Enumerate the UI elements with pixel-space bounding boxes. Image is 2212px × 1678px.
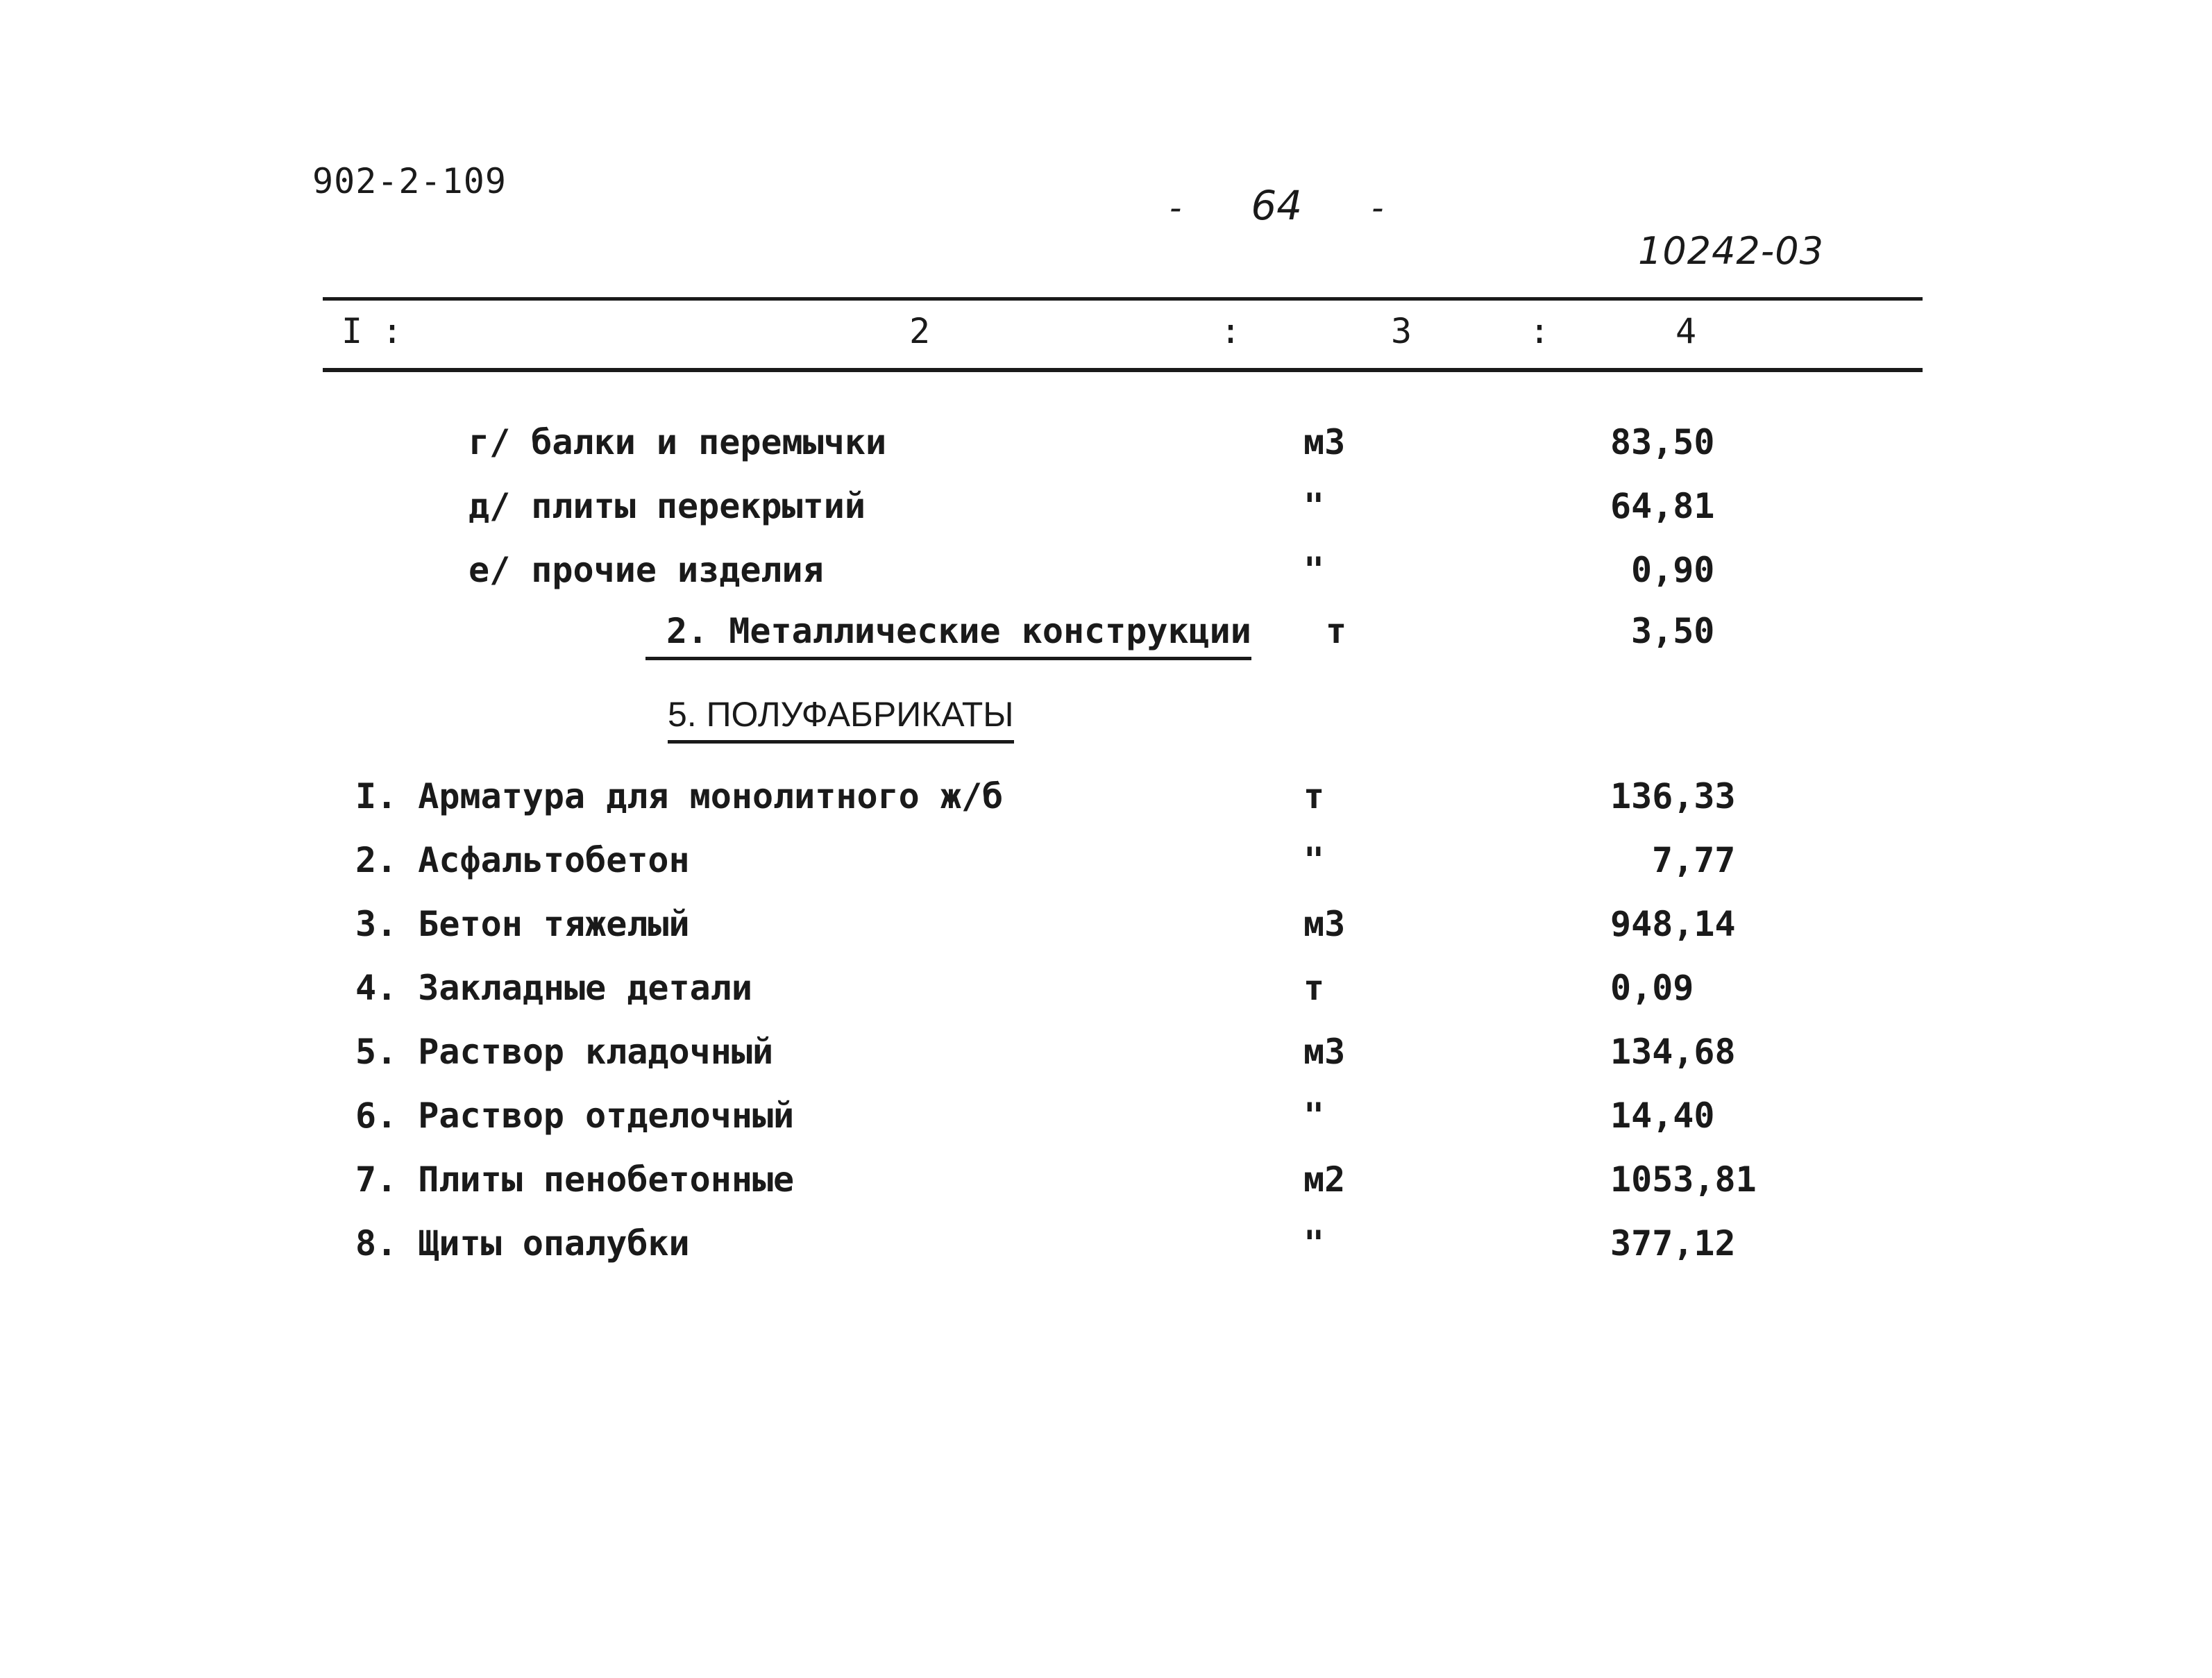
table-row [0, 1223, 2212, 1287]
item-name: д/ плиты перекрытий [468, 486, 866, 526]
item-name: 6. Раствор отделочный [355, 1096, 795, 1136]
section-title: 5. ПОЛУФАБРИКАТЫ [668, 694, 1014, 744]
page-number [1100, 182, 1453, 229]
col-head-2: 2 [909, 311, 931, 351]
item-name: 2. Асфальтобетон [355, 840, 690, 880]
item-unit: т [1303, 968, 1325, 1008]
col-head-4: 4 [1675, 311, 1697, 351]
item-unit: " [1303, 550, 1325, 590]
doc-code: 902-2-109 [312, 161, 507, 201]
item-unit: м3 [1303, 904, 1346, 944]
item-qty: 83,50 [1610, 422, 1715, 462]
item-qty: 64,81 [1610, 486, 1715, 526]
table-row [0, 968, 2212, 1032]
col-sep-2: : [1220, 311, 1242, 351]
item-unit: " [1303, 1223, 1325, 1264]
table-row [0, 422, 2212, 486]
col-sep-1: : [382, 311, 403, 351]
item-name: 5. Раствор кладочный [355, 1032, 774, 1072]
table-row [0, 1096, 2212, 1159]
item-name: 8. Щиты опалубки [355, 1223, 690, 1264]
item-qty: 14,40 [1610, 1096, 1715, 1136]
col-sep-3: : [1529, 311, 1551, 351]
item-qty: 3,50 [1631, 611, 1715, 651]
col-head-1: I [341, 311, 363, 351]
item-unit: " [1303, 486, 1325, 526]
table-row [0, 776, 2212, 840]
item-qty: 134,68 [1610, 1032, 1736, 1072]
item-qty: 377,12 [1610, 1223, 1736, 1264]
item-qty: 136,33 [1610, 776, 1736, 816]
table-rule-bottom [323, 368, 1923, 372]
item-name: I. Арматура для монолитного ж/б [355, 776, 1004, 816]
page-dash-right: - [1371, 189, 1384, 228]
item-name: г/ балки и перемычки [468, 422, 887, 462]
item-unit: м3 [1303, 1032, 1346, 1072]
item-qty: 948,14 [1610, 904, 1736, 944]
table-row [0, 1159, 2212, 1223]
item-qty: 7,77 [1652, 840, 1736, 880]
item-unit: м3 [1303, 422, 1346, 462]
item-qty: 1053,81 [1610, 1159, 1757, 1200]
item-name: 4. Закладные детали [355, 968, 752, 1008]
metal-item-name: 2. Металлические конструкции [645, 611, 1251, 660]
table-row [0, 1032, 2212, 1096]
item-unit: т [1303, 776, 1325, 816]
item-unit: " [1303, 840, 1325, 880]
table-row [0, 904, 2212, 968]
item-name: 7. Плиты пенобетонные [355, 1159, 795, 1200]
table-row [0, 550, 2212, 614]
table-rule-top [323, 297, 1923, 301]
sheet-code: 10242-03 [1638, 229, 1824, 273]
table-row [0, 486, 2212, 550]
item-name: 3. Бетон тяжелый [355, 904, 690, 944]
item-unit: " [1303, 1096, 1325, 1136]
item-qty: 0,09 [1610, 968, 1694, 1008]
item-unit: м2 [1303, 1159, 1346, 1200]
col-head-3: 3 [1391, 311, 1412, 351]
page-number-value: 64 [1251, 182, 1303, 229]
item-qty: 0,90 [1631, 550, 1715, 590]
table-row [0, 840, 2212, 904]
page-dash-left: - [1170, 189, 1182, 228]
item-name: е/ прочие изделия [468, 550, 824, 590]
table-row [0, 611, 2212, 675]
item-unit: т [1326, 611, 1347, 651]
